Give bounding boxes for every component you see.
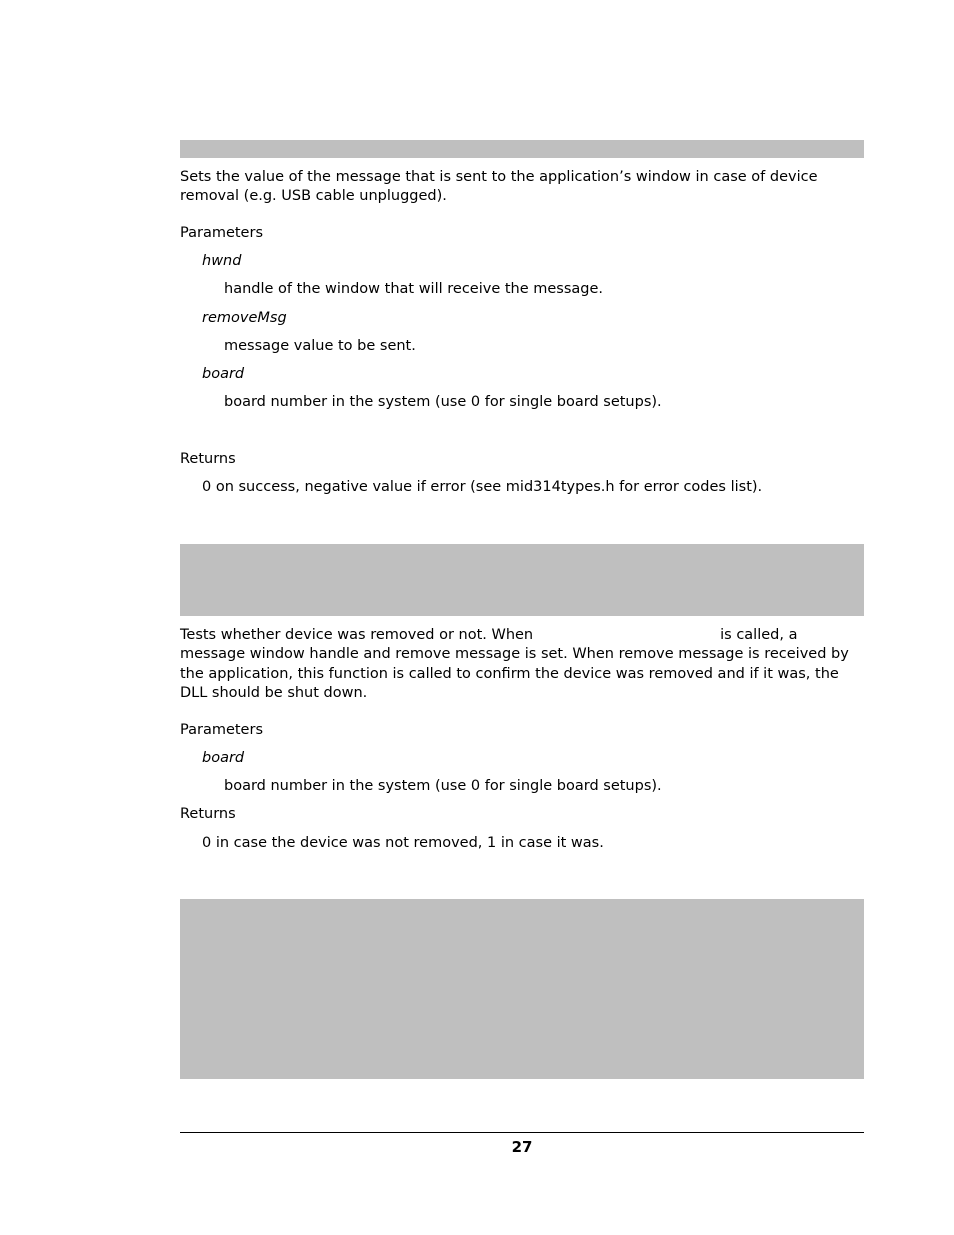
returns-heading: Returns: [180, 806, 236, 822]
param-name: board: [202, 366, 245, 382]
function-description: [180, 626, 864, 703]
returns-description: 0 on success, negative value if error (see mid314types.h for error codes list).: [202, 479, 763, 495]
description-text: Tests whether device was removed or not. When: [180, 627, 534, 643]
section-header-bar: [180, 544, 864, 616]
param-description: handle of the window that will receive the message.: [224, 281, 604, 297]
description-text: is called, a message window handle and remove message is set. When remove message is received by the application, this function is called to confirm the device was removed and if it was, the DLL should be shut down.: [180, 627, 849, 701]
section-header-bar: [180, 899, 864, 1079]
page-number: 27: [511, 1138, 533, 1156]
returns-description: 0 in case the device was not removed, 1 in case it was.: [202, 835, 604, 851]
parameters-heading: Parameters: [180, 225, 263, 241]
param-name: removeMsg: [202, 310, 287, 326]
param-description: board number in the system (use 0 for single board setups).: [224, 778, 662, 794]
footer-rule: [180, 1132, 864, 1133]
param-name: board: [202, 750, 245, 766]
param-name: hwnd: [202, 253, 242, 269]
param-description: board number in the system (use 0 for single board setups).: [224, 394, 662, 410]
section-header-bar: [180, 140, 864, 158]
param-description: message value to be sent.: [224, 338, 416, 354]
parameters-heading: Parameters: [180, 722, 263, 738]
function-description: Sets the value of the message that is sent to the application’s window in case of device removal (e.g. USB cable unplugged).: [180, 169, 818, 205]
returns-heading: Returns: [180, 451, 236, 467]
